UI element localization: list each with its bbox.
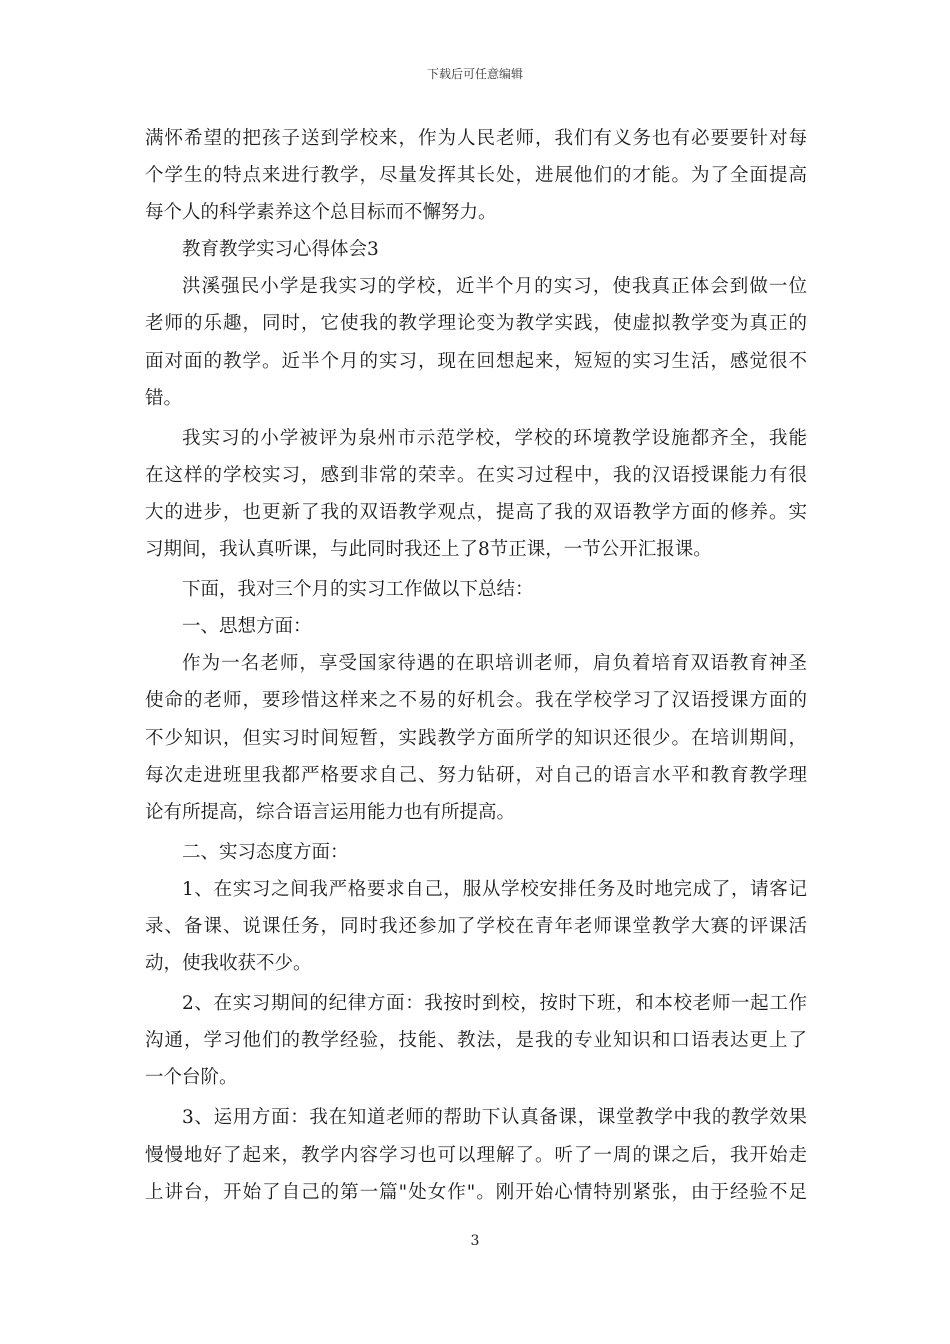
text-line: 大的进步，也更新了我的双语教学观点，提高了我的双语教学方面的修养。实 bbox=[145, 501, 807, 523]
text-line: 一个台阶。 bbox=[145, 1067, 238, 1089]
text-line: 我实习的小学被评为泉州市示范学校，学校的环境教学设施都齐全，我能 bbox=[182, 427, 807, 449]
text-line: 1、在实习之间我严格要求自己，服从学校安排任务及时地完成了，请客记 bbox=[182, 878, 807, 900]
paragraph bbox=[145, 571, 807, 608]
text-line: 下面，我对三个月的实习工作做以下总结： bbox=[182, 579, 534, 601]
text-line: 个学生的特点来进行教学，尽量发挥其长处，进展他们的才能。为了全面提高 bbox=[145, 165, 807, 187]
document-body bbox=[145, 120, 807, 1211]
text-line: 2、在实习期间的纪律方面：我按时到校，按时下班，和本校老师一起工作 bbox=[182, 993, 807, 1015]
text-line: 动，使我收获不少。 bbox=[145, 953, 312, 975]
paragraph bbox=[145, 1099, 807, 1210]
paragraph bbox=[145, 871, 807, 982]
text-line: 在这样的学校实习，感到非常的荣幸。在实习过程中，我的汉语授课能力有很 bbox=[145, 464, 807, 486]
text-line: 习期间，我认真听课，与此同时我还上了8节正课，一节公开汇报课。 bbox=[145, 539, 712, 561]
paragraph bbox=[145, 420, 807, 568]
paragraph bbox=[145, 268, 807, 416]
text-line: 慢慢地好了起来，教学内容学习也可以理解了。听了一周的课之后，我开始走 bbox=[145, 1144, 807, 1166]
text-line: 每次走进班里我都严格要求自己、努力钻研，对自己的语言水平和教育教学理 bbox=[145, 764, 807, 786]
text-line: 每个人的科学素养这个总目标而不懈努力。 bbox=[145, 202, 497, 224]
text-line: 洪溪强民小学是我实习的学校，近半个月的实习，使我真正体会到做一位 bbox=[182, 276, 807, 298]
text-line: 上讲台，开始了自己的第一篇"处女作"。刚开始心情特别紧张，由于经验不足 bbox=[145, 1181, 807, 1203]
text-line: 论有所提高，综合语言运用能力也有所提高。 bbox=[145, 801, 516, 823]
page-header: 下载后可任意编辑 bbox=[426, 67, 523, 81]
text-line: 沟通，学习他们的教学经验，技能、教法，是我的专业知识和口语表达更上了 bbox=[145, 1030, 807, 1052]
paragraph bbox=[145, 645, 807, 830]
paragraph bbox=[145, 834, 807, 871]
paragraph bbox=[145, 608, 807, 645]
text-line: 错。 bbox=[145, 387, 183, 409]
text-line: 3、运用方面：我在知道老师的帮助下认真备课，课堂教学中我的教学效果 bbox=[182, 1107, 807, 1129]
text-line: 不少知识，但实习时间短暂，实践教学方面所学的知识还很少。在培训期间， bbox=[145, 727, 807, 749]
paragraph bbox=[145, 120, 807, 231]
text-line: 作为一名老师，享受国家待遇的在职培训老师，肩负着培育双语教育神圣 bbox=[182, 653, 807, 675]
paragraph bbox=[145, 985, 807, 1096]
text-line: 录、备课、说课任务，同时我还参加了学校在青年老师课堂教学大赛的评课活 bbox=[145, 915, 807, 937]
paragraph bbox=[145, 231, 807, 268]
text-line: 教育教学实习心得体会3 bbox=[182, 239, 379, 261]
page-number: 3 bbox=[470, 1233, 480, 1249]
text-line: 二、实习态度方面： bbox=[182, 841, 349, 863]
text-line: 面对面的教学。近半个月的实习，现在回想起来，短短的实习生活，感觉很不 bbox=[145, 350, 807, 372]
text-line: 满怀希望的把孩子送到学校来，作为人民老师，我们有义务也有必要要针对每 bbox=[145, 128, 807, 149]
text-line: 使命的老师，要珍惜这样来之不易的好机会。我在学校学习了汉语授课方面的 bbox=[145, 690, 807, 712]
text-line: 老师的乐趣，同时，它使我的教学理论变为教学实践，使虚拟教学变为真正的 bbox=[145, 313, 807, 335]
text-line: 一、思想方面： bbox=[182, 616, 312, 638]
